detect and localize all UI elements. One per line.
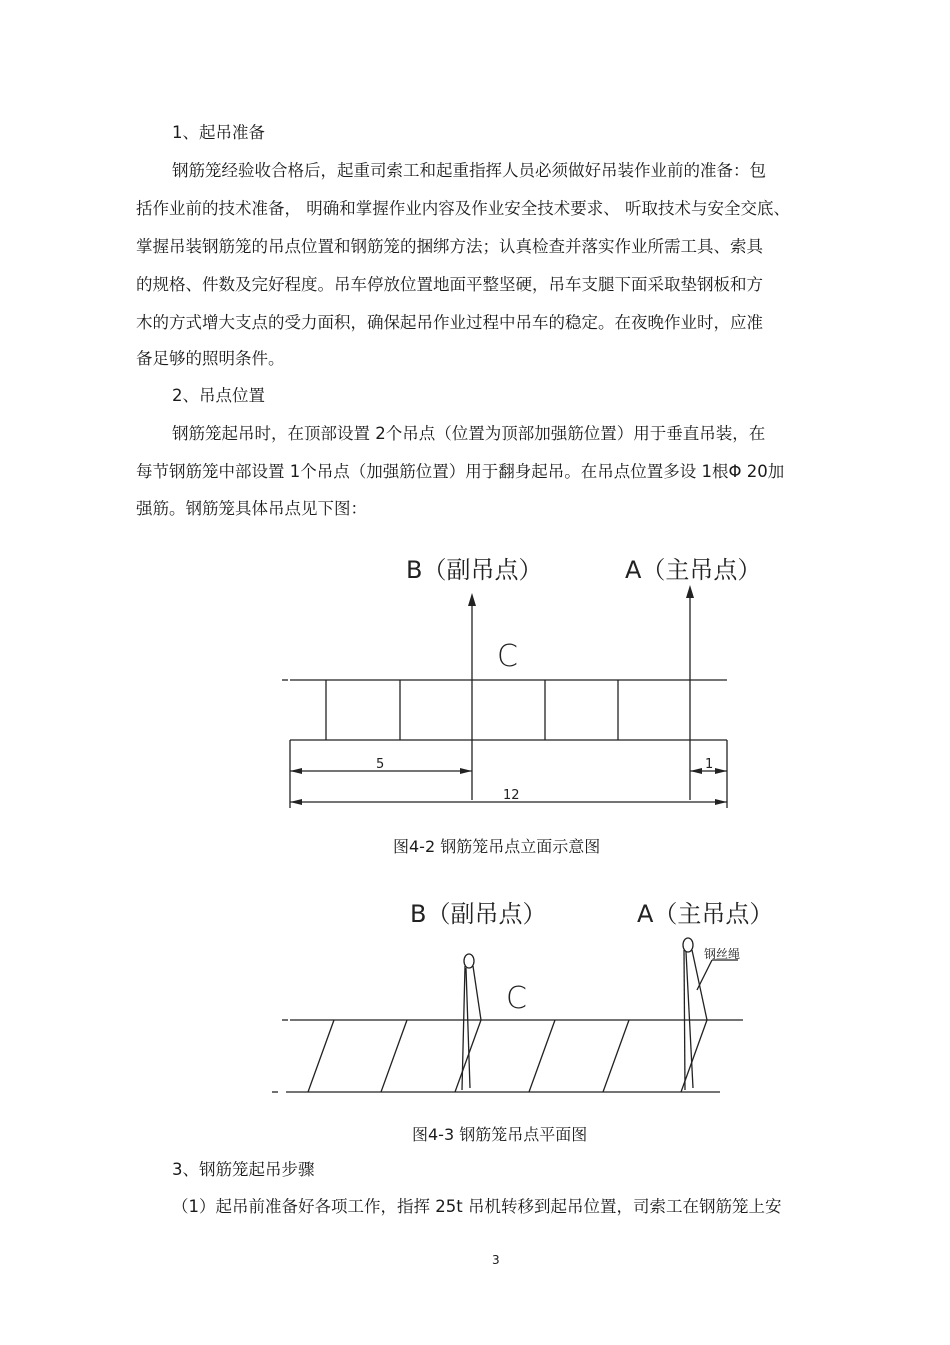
dim-label-12: 12 <box>503 788 520 803</box>
paragraph-line: 木的方式增大支点的受力面积，确保起吊作业过程中吊车的稳定。在夜晚作业时，应准 <box>136 313 763 332</box>
paragraph-line: 钢筋笼经验收合格后，起重司索工和起重指挥人员必须做好吊装作业前的准备：包 <box>172 161 766 180</box>
paragraph-line: 的规格、件数及完好程度。吊车停放位置地面平整坚硬，吊车支腿下面采取垫钢板和方 <box>136 275 763 294</box>
spiral-diagonal <box>381 1020 407 1092</box>
section-2-heading: 2、吊点位置 <box>172 386 265 405</box>
spiral-diagonal <box>529 1020 555 1092</box>
dim-label-1: 1 <box>705 757 714 772</box>
paragraph-line: 强筋。钢筋笼具体吊点见下图： <box>136 499 367 518</box>
section-3-heading: 3、钢筋笼起吊步骤 <box>172 1160 315 1179</box>
label-wire-rope: 钢丝绳 <box>704 947 741 961</box>
label-c-point: C <box>506 981 527 1016</box>
label-c-point: C <box>497 639 518 674</box>
label-b-point: B（副吊点） <box>406 556 543 584</box>
label-b-point: B（副吊点） <box>410 900 547 928</box>
figure-4-2-caption: 图4-2 钢筋笼吊点立面示意图 <box>393 837 601 856</box>
spiral-diagonal <box>603 1020 629 1092</box>
paragraph-line: 钢筋笼起吊时，在顶部设置 2个吊点（位置为顶部加强筋位置）用于垂直吊装，在 <box>172 424 766 443</box>
paragraph-line: 备足够的照明条件。 <box>136 349 285 368</box>
rope-leader <box>697 960 712 990</box>
sling-a <box>684 950 685 1090</box>
paragraph-line: （1）起吊前准备好各项工作，指挥 25t 吊机转移到起吊位置，司索工在钢筋笼上安 <box>172 1197 782 1216</box>
label-a-point: A（主吊点） <box>625 556 762 584</box>
lift-ring-b <box>464 954 474 968</box>
paragraph-line: 每节钢筋笼中部设置 1个吊点（加强筋位置）用于翻身起吊。在吊点位置多设 1根Φ 20加 <box>136 462 785 481</box>
lift-ring-a <box>683 938 693 952</box>
sling-b <box>466 968 470 1088</box>
paragraph-line: 掌握吊装钢筋笼的吊点位置和钢筋笼的捆绑方法；认真检查并落实作业所需工具、索具 <box>136 237 763 256</box>
figure-4-3-caption: 图4-3 钢筋笼吊点平面图 <box>412 1125 588 1144</box>
sling-b <box>473 966 481 1020</box>
label-a-point: A（主吊点） <box>637 900 774 928</box>
dim-label-5: 5 <box>376 757 385 772</box>
section-1-heading: 1、起吊准备 <box>172 123 265 142</box>
paragraph-line: 括作业前的技术准备， 明确和掌握作业内容及作业安全技术要求、 听取技术与安全交底、 <box>136 199 790 218</box>
sling-b <box>462 966 465 1090</box>
page-number: 3 <box>492 1253 500 1267</box>
spiral-diagonal <box>308 1020 334 1092</box>
